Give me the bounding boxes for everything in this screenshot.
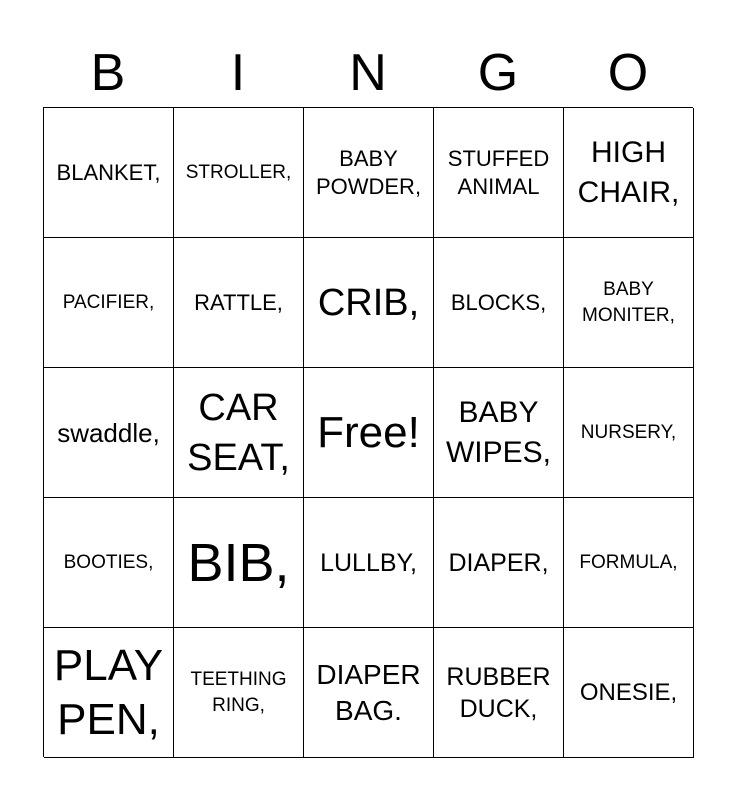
bingo-cell[interactable] [304,108,434,238]
bingo-cell[interactable] [304,498,434,628]
bingo-cell[interactable] [44,108,174,238]
bingo-cell[interactable] [564,498,694,628]
cell-text: BLOCKS, [450,289,547,315]
bingo-cell[interactable] [564,368,694,498]
bingo-cell[interactable] [564,628,694,758]
cell-text: CRIB, [317,281,420,324]
bingo-cell[interactable] [564,108,694,238]
cell-text: STUFFED ANIMAL [447,145,550,199]
cell-text: BIB, [187,532,290,593]
bingo-cell[interactable] [434,108,564,238]
cell-text: BOOTIES, [63,551,154,573]
bingo-cell[interactable] [44,498,174,628]
bingo-cell[interactable] [44,238,174,368]
header-letter-g: G [477,44,519,102]
header-letter-n: N [349,44,387,102]
cell-text: NURSERY, [580,421,677,443]
bingo-cell[interactable] [174,498,304,628]
cell-text: RATTLE, [194,289,283,315]
bingo-cell[interactable] [174,238,304,368]
bingo-header [43,42,693,104]
cell-text: LULLBY, [320,548,417,577]
cell-text: HIGH CHAIR, [577,135,680,209]
header-letter-b: B [90,44,126,102]
cell-text: BABY WIPES, [445,395,551,469]
cell-text: STROLLER, [185,161,292,183]
cell-text: RUBBER DUCK, [446,662,551,723]
free-space-cell[interactable] [304,368,434,498]
bingo-cell[interactable] [304,628,434,758]
header-letter-i: I [230,44,246,102]
bingo-cell[interactable] [304,238,434,368]
bingo-cell[interactable] [174,368,304,498]
bingo-cell[interactable] [44,628,174,758]
bingo-cell[interactable] [434,368,564,498]
cell-text: DIAPER, [448,548,549,577]
bingo-cell[interactable] [174,628,304,758]
cell-text: FORMULA, [579,551,678,573]
cell-text: TEETHING RING, [190,668,287,716]
bingo-cell[interactable] [434,498,564,628]
header-letter-o: O [607,44,649,102]
cell-text: BLANKET, [56,159,161,185]
cell-text: swaddle, [57,417,160,448]
bingo-cell[interactable] [44,368,174,498]
free-space-text: Free! [317,407,420,457]
bingo-cell[interactable] [564,238,694,368]
cell-text: BABY POWDER, [315,145,422,199]
cell-text: PLAY PEN, [53,640,164,744]
bingo-cell[interactable] [434,628,564,758]
cell-text: ONESIE, [579,678,678,706]
cell-text: PACIFIER, [62,291,155,313]
bingo-board [43,107,693,757]
cell-text: CAR SEAT, [187,386,290,479]
bingo-cell[interactable] [434,238,564,368]
cell-text: BABY MONITER, [582,278,675,326]
bingo-cell[interactable] [174,108,304,238]
cell-text: DIAPER BAG. [316,658,421,726]
